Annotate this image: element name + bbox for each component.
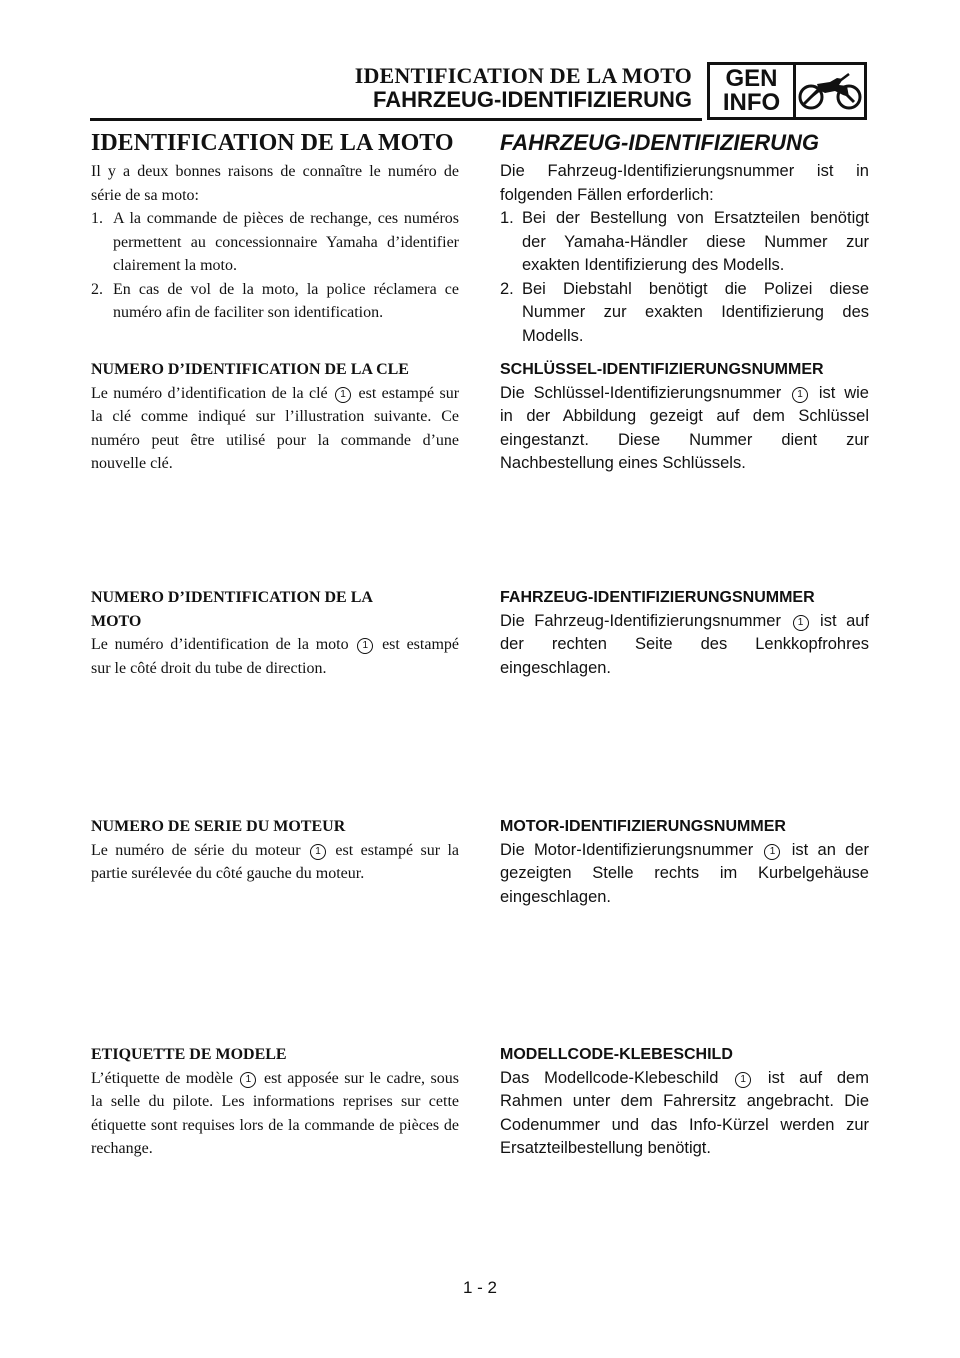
badge-label	[710, 65, 796, 117]
fr-label-text: L’étiquette de modèle 1 est apposée sur le cadre, sous la selle du pilote. Les informations reprises sur cette étiquette sont requises lors de la commande de pièces de rechange.	[91, 1069, 460, 1157]
fr-key-heading: NUMERO D’IDENTIFICATION DE LA CLE	[91, 361, 409, 378]
de-intro: Die Fahrzeug-Identifizierungsnummer ist in folgenden Fällen erforderlich:	[500, 162, 869, 204]
fr-label-heading: ETIQUETTE DE MODELE	[91, 1046, 287, 1063]
de-key-heading: SCHLÜSSEL-IDENTIFIZIERUNGSNUMMER	[500, 361, 824, 378]
callout-marker: 1	[792, 387, 808, 403]
callout-marker: 1	[335, 387, 351, 403]
page-number: 1 - 2	[462, 1278, 498, 1297]
fr-engine-heading: NUMERO DE SERIE DU MOTEUR	[91, 818, 346, 835]
de-label-text: Das Modellcode-Klebeschild 1 ist auf dem Rahmen unter dem Fahrersitz angebracht. Die Codenummer und das Info-Kürzel werden zur Ersatzteilbestellung benötigt.	[500, 1068, 869, 1157]
fr-reasons-list	[91, 207, 459, 325]
badge-line-1: GEN	[725, 65, 778, 92]
callout-marker: 1	[735, 1072, 751, 1088]
callout-marker: 1	[793, 615, 809, 631]
fr-vehicle-heading: NUMERO D’IDENTIFICATION DE LA MOTO	[91, 589, 373, 630]
de-vehicle-text: Die Fahrzeug-Identifizierungsnummer 1 ist auf der rechten Seite des Lenkkopfrohres eingeschlagen.	[500, 611, 870, 677]
header-rule	[90, 118, 702, 121]
motorcycle-icon	[796, 65, 864, 117]
de-reasons-list	[500, 207, 869, 348]
de-engine-heading: MOTOR-IDENTIFIZIERUNGSNUMMER	[500, 818, 786, 835]
fr-vehicle-text: Le numéro d’identification de la moto 1 est estampé sur le côté droit du tube de direction.	[91, 636, 459, 677]
de-intro-section	[500, 128, 869, 348]
list-item: 1. A la commande de pièces de rechange, ces numéros permettent au concessionnaire Yamaha d’identifier clairement la moto.	[91, 210, 459, 274]
callout-marker: 1	[240, 1072, 256, 1088]
de-key-section	[500, 358, 869, 476]
de-label-section	[500, 1043, 869, 1161]
de-key-text: Die Schlüssel-Identifizierungsnummer 1 ist wie in der Abbildung gezeigt auf dem Schlüssel eingestanzt. Diese Nummer dient zur Nachbestellung eines Schlüssels.	[500, 383, 869, 472]
fr-key-text: Le numéro d’identification de la clé 1 est estampé sur la clé comme indiqué sur l’illustration suivante. Ce numéro peut être utilisé pour la commande d’une nouvelle clé.	[91, 384, 460, 472]
fr-engine-text: Le numéro de série du moteur 1 est estampé sur la partie surélevée du côté gauche du moteur.	[91, 841, 460, 882]
list-item: 2. En cas de vol de la moto, la police réclamera ce numéro afin de faciliter son identification.	[91, 280, 459, 321]
fr-intro-section	[91, 128, 459, 325]
de-label-heading: MODELLCODE-KLEBESCHILD	[500, 1046, 733, 1063]
running-header-de: FAHRZEUG-IDENTIFIZIERUNG	[373, 87, 692, 112]
callout-marker: 1	[310, 844, 326, 860]
de-engine-section	[500, 815, 869, 909]
callout-marker: 1	[357, 638, 373, 654]
callout-marker: 1	[764, 844, 780, 860]
running-header-fr: IDENTIFICATION DE LA MOTO	[354, 63, 692, 88]
de-heading: FAHRZEUG-IDENTIFIZIERUNG	[500, 130, 819, 155]
de-vehicle-heading: FAHRZEUG-IDENTIFIZIERUNGSNUMMER	[500, 589, 815, 606]
list-item: 1. Bei der Bestellung von Ersatzteilen benötigt der Yamaha-Händler diese Nummer zur exakten Identifizierung des Modells.	[500, 209, 869, 274]
fr-vehicle-section	[91, 586, 459, 680]
fr-key-section	[91, 358, 459, 476]
fr-heading: IDENTIFICATION DE LA MOTO	[91, 130, 454, 156]
de-vehicle-section	[500, 586, 869, 680]
fr-engine-section	[91, 815, 459, 886]
list-item: 2. Bei Diebstahl benötigt die Polizei diese Nummer zur exakten Identifizierung des Modells.	[500, 279, 869, 345]
fr-label-section	[91, 1043, 459, 1161]
section-badge	[707, 62, 867, 120]
de-engine-text: Die Motor-Identifizierungsnummer 1 ist an der gezeigten Stelle rechts im Kurbelgehäuse eingeschlagen.	[500, 840, 870, 906]
running-header	[355, 64, 692, 112]
fr-intro: Il y a deux bonnes raisons de connaître le numéro de série de sa moto:	[91, 163, 459, 204]
badge-line-2: INFO	[722, 89, 781, 116]
